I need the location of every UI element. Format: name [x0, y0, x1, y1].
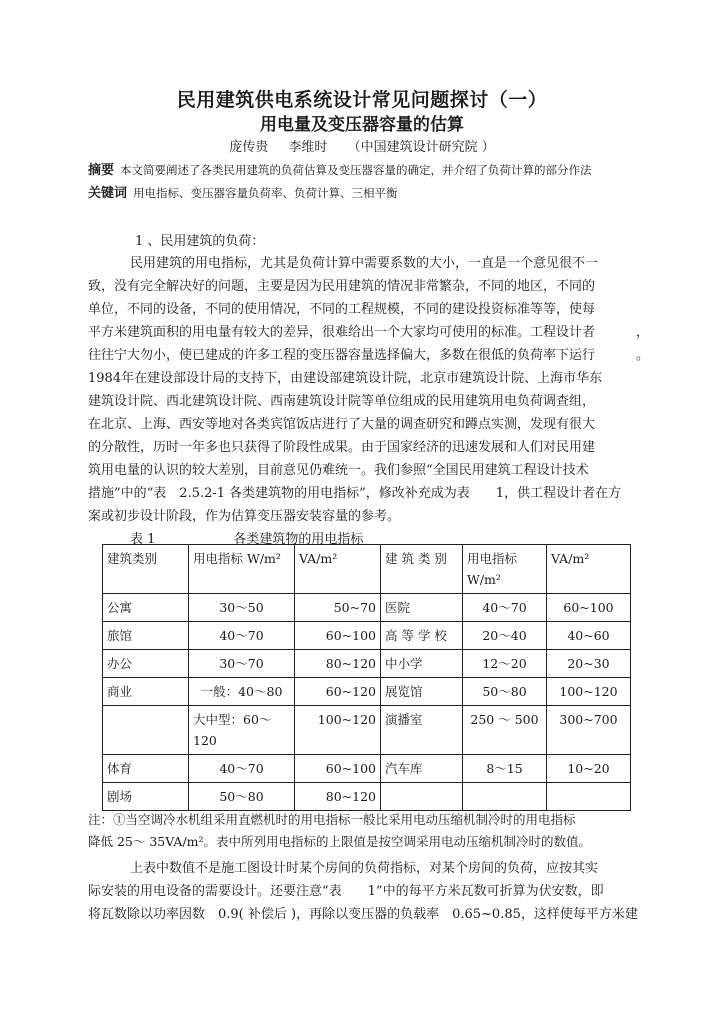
table-cell: 60~120: [295, 678, 381, 706]
para2-line: 上表中数值不是施工图设计时某个房间的负荷指标，对某个房间的负荷，应按其实: [130, 861, 599, 876]
table-header: VA/m²: [295, 545, 381, 594]
table-cell: 旅馆: [103, 622, 189, 650]
table-row: [103, 755, 631, 783]
keywords-text: 用电指标、变压器容量负荷率、负荷计算、三相平衡: [133, 186, 398, 200]
table-row: [103, 783, 631, 811]
para2-line: 将瓦数除以功率因数 0.9( 补偿后 )，再除以变压器的负载率 0.65~0.85，这样使每平方米建: [88, 907, 638, 922]
para1-line: 措施”中的“表 2.5.2-1 各类建筑物的用电指标”，修改补充成为表 1，供工程设计者在方: [88, 486, 622, 501]
table-cell: 80~120: [295, 650, 381, 678]
power-index-table: [102, 544, 631, 811]
table-cell: 20～40: [463, 622, 547, 650]
table-row: [103, 650, 631, 678]
table-cell: 40~60: [547, 622, 631, 650]
affiliation: （中国建筑设计研究院 ）: [347, 140, 495, 155]
abstract-label: 摘要: [88, 163, 115, 178]
table-cell: 100~120: [547, 678, 631, 706]
para1-line: 筑用电量的认识的较大差别，目前意见仍难统一。我们参照“全国民用建筑工程设计技术: [88, 463, 589, 478]
table-cell: 100~120: [295, 706, 381, 755]
table-cell: 50~70: [295, 594, 381, 622]
table-cell: 250 ～ 500: [463, 706, 547, 755]
table-header: 用电指标 W/m²: [463, 545, 547, 594]
para1-line: 平方米建筑面积的用电量有较大的差异，很难给出一个大家均可使用的标准。工程设计者: [88, 325, 596, 340]
table-cell: 12～20: [463, 650, 547, 678]
table-row: [103, 678, 631, 706]
para1-line: 在北京、上海、西安等地对各类宾馆饭店进行了大量的调查研究和蹲点实测，发现有很大: [88, 417, 596, 432]
para1-line: 致，没有完全解决好的问题，主要是因为民用建筑的情况非常繁杂，不同的地区，不同的: [88, 279, 596, 294]
table-cell: 展览馆: [381, 678, 463, 706]
table-cell: 8～15: [463, 755, 547, 783]
keywords-label: 关键词: [88, 186, 128, 201]
para1-line: 往往宁大勿小，使已建成的许多工程的变压器容量选择偏大，多数在很低的负荷率下运行: [88, 348, 596, 363]
para1-line: 单位，不同的设备，不同的使用情况，不同的工程规模，不同的建设投资标准等等，使每: [88, 302, 596, 317]
table-cell: 演播室: [381, 706, 463, 755]
table-cell: 体育: [103, 755, 189, 783]
table-caption-text: 各类建筑物的用电指标: [233, 532, 364, 547]
table-note: 注：①当空调冷水机组采用直燃机时的用电指标一般比采用电动压缩机制冷时的用电指标: [88, 812, 576, 827]
para1-line: 1984年在建设部设计局的支持下，由建设部建筑设计院，北京市建筑设计院、上海市华东: [88, 371, 603, 386]
table-cell: 50～80: [463, 678, 547, 706]
table-row: [103, 622, 631, 650]
table-cell: 汽车库: [381, 755, 463, 783]
table-header: VA/m²: [547, 545, 631, 594]
table-cell: 40～70: [463, 594, 547, 622]
table-cell: 10~20: [547, 755, 631, 783]
table-cell: 60~100: [547, 594, 631, 622]
table-row: [103, 706, 631, 755]
author-2: 李维时: [288, 140, 328, 155]
author-1: 庞传贵: [229, 140, 269, 155]
stray-period: 。: [636, 348, 650, 363]
abstract: [88, 159, 648, 178]
table-cell: 40～70: [189, 755, 295, 783]
table-cell: 医院: [381, 594, 463, 622]
table-cell: [381, 783, 463, 811]
table-label: 表 1: [130, 532, 156, 547]
table-note: 降低 25～ 35VA/m²。表中所列用电指标的上限值是按空调采用电动压缩机制冷时的数值。: [88, 834, 592, 849]
table-header-row: [103, 545, 631, 594]
table-cell: 50～80: [189, 783, 295, 811]
para1-line: 建筑设计院、西北建筑设计院、西南建筑设计院等单位组成的民用建筑用电负荷调查组，: [88, 394, 596, 409]
table-cell: 中小学: [381, 650, 463, 678]
table-cell: 60~100: [295, 755, 381, 783]
table-cell: 20~30: [547, 650, 631, 678]
table-header: 用电指标 W/m²: [189, 545, 295, 594]
table-row: [103, 594, 631, 622]
table-cell: 一般：40～80: [189, 678, 295, 706]
authors: [0, 136, 724, 155]
table-cell: 30～50: [189, 594, 295, 622]
paper-title: 民用建筑供电系统设计常见问题探讨（一）: [176, 89, 548, 111]
abstract-text: 本文简要阐述了各类民用建筑的负荷估算及变压器容量的确定，并介绍了负荷计算的部分作法: [120, 163, 592, 177]
table-cell: 公寓: [103, 594, 189, 622]
para2-line: 际安装的用电设备的需要设计。还要注意“表 1”中的每平方米瓦数可折算为伏安数，即: [88, 884, 604, 899]
table-cell: 商业: [103, 678, 189, 706]
table-cell: [463, 783, 547, 811]
table-cell: 300~700: [547, 706, 631, 755]
table-header: 建 筑 类 别: [381, 545, 463, 594]
table-cell: 40～70: [189, 622, 295, 650]
stray-comma: ，: [636, 325, 650, 340]
table-cell: 办公: [103, 650, 189, 678]
table-cell: [547, 783, 631, 811]
keywords: [88, 182, 648, 201]
table-cell: 60~100: [295, 622, 381, 650]
table-header: 建筑类别: [103, 545, 189, 594]
table-cell: 剧场: [103, 783, 189, 811]
para1-line: 民用建筑的用电指标，尤其是负荷计算中需要系数的大小，一直是一个意见很不一: [130, 256, 599, 271]
table-cell: [103, 706, 189, 755]
table-cell: 大中型：60～120: [189, 706, 295, 755]
para1-line: 的分散性，历时一年多也只获得了阶段性成果。由于国家经济的迅速发展和人们对民用建: [88, 440, 596, 455]
para1-line: 案或初步设计阶段，作为估算变压器安装容量的参考。: [88, 509, 401, 524]
table-cell: 高 等 学 校: [381, 622, 463, 650]
paper-subtitle: 用电量及变压器容量的估算: [260, 115, 464, 135]
table-cell: 80~120: [295, 783, 381, 811]
section-heading: 1 、民用建筑的负荷：: [135, 234, 265, 249]
table-cell: 30～70: [189, 650, 295, 678]
